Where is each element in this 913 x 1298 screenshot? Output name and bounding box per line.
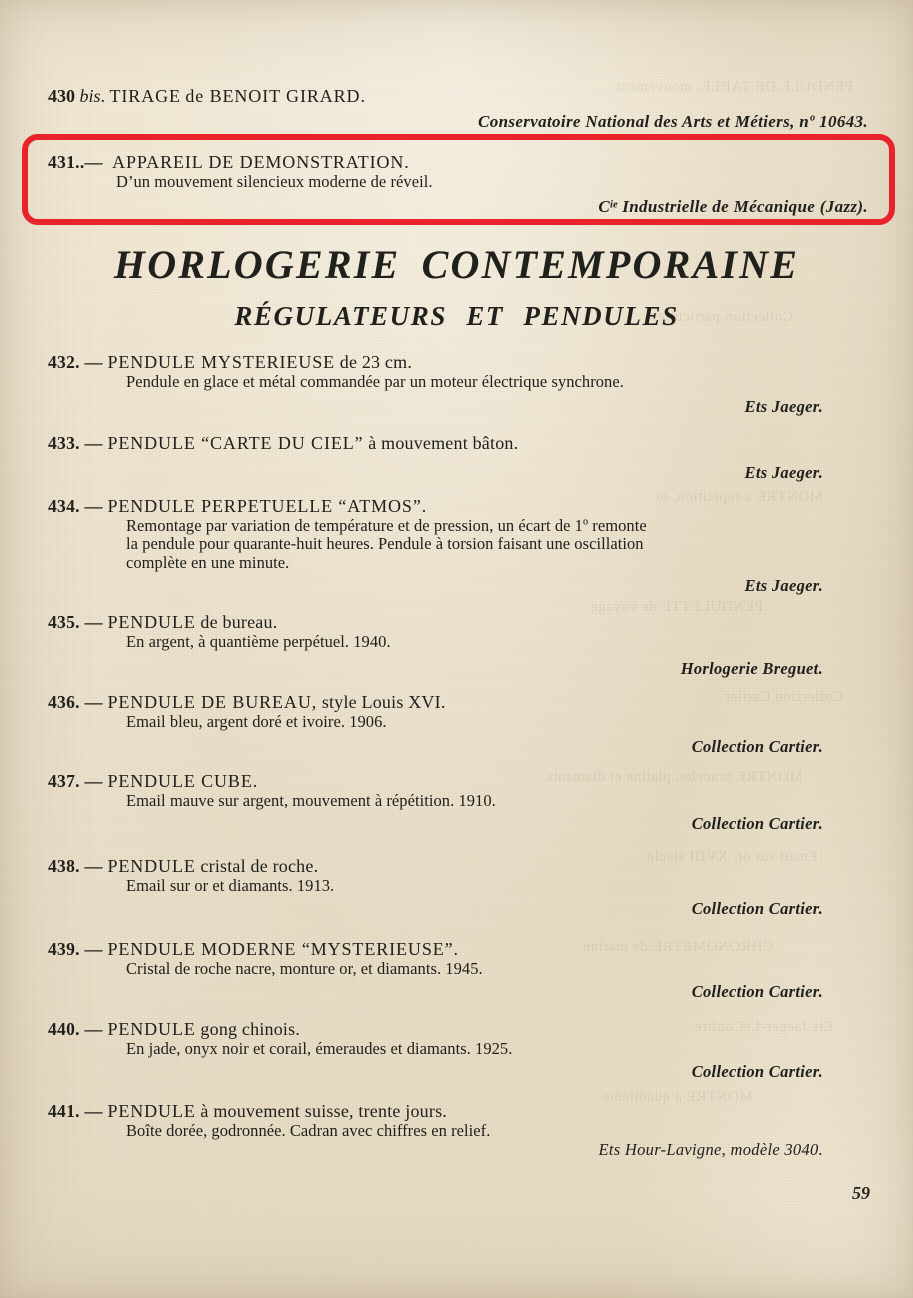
entry-row bbox=[48, 1101, 868, 1160]
entry-title-rest: à mouvement suisse, trente jours. bbox=[195, 1101, 447, 1121]
entry-row bbox=[48, 1019, 868, 1082]
entry-heading bbox=[48, 433, 868, 454]
entry-title: PENDULE PERPETUELLE “ATMOS”. bbox=[107, 496, 428, 516]
entry-attribution: Ets Jaeger. bbox=[744, 462, 823, 482]
entry-heading bbox=[48, 1101, 868, 1122]
entry-attribution: Horlogerie Breguet. bbox=[680, 659, 823, 679]
entry-attribution: Ets Jaeger. bbox=[744, 576, 823, 595]
entry-row bbox=[48, 352, 868, 417]
entry-heading bbox=[48, 771, 868, 792]
entry-title-rest: de bureau. bbox=[195, 612, 278, 632]
entry-dash: — bbox=[84, 496, 103, 516]
entry-title: PENDULE MODERNE “MYSTERIEUSE”. bbox=[107, 939, 459, 959]
entry-title: PENDULE bbox=[107, 1019, 196, 1039]
entry-description: En jade, onyx noir et corail, émeraudes et diamants. 1925. bbox=[126, 1038, 513, 1058]
section-subtitle: RÉGULATEURS ET PENDULES bbox=[234, 301, 679, 331]
entry-title: PENDULE “CARTE DU CIEL” bbox=[107, 433, 364, 453]
entry-dash: — bbox=[84, 1019, 103, 1039]
entry-heading bbox=[48, 496, 868, 517]
entry-number: 434. bbox=[48, 496, 80, 516]
entry-row bbox=[48, 612, 868, 679]
entry-dash: — bbox=[84, 1101, 103, 1121]
entry-description: En argent, à quantième perpétuel. 1940. bbox=[126, 631, 391, 651]
entry-title-rest: de 23 cm. bbox=[335, 352, 413, 372]
entry-description: Remontage par variation de température et de pression, un écart de 1º remonte bbox=[126, 515, 647, 535]
entry-430bis-punct: . bbox=[100, 86, 106, 106]
entry-heading bbox=[48, 612, 868, 633]
entry-attribution: Ets Hour-Lavigne, modèle 3040. bbox=[598, 1140, 823, 1160]
entry-description: Email bleu, argent doré et ivoire. 1906. bbox=[126, 711, 387, 731]
entry-heading bbox=[48, 1019, 868, 1040]
entry-attribution: Collection Cartier. bbox=[691, 899, 823, 919]
entry-431-number: 431.. bbox=[48, 152, 85, 172]
entry-title: PENDULE CUBE. bbox=[107, 771, 259, 791]
entry-number: 437. bbox=[48, 771, 80, 791]
entry-title-rest: cristal de roche. bbox=[195, 856, 319, 876]
entry-title-rest: gong chinois. bbox=[195, 1019, 301, 1039]
entry-row bbox=[48, 771, 868, 834]
entry-dash: — bbox=[84, 692, 103, 712]
entry-431-description: D’un mouvement silencieux moderne de réveil. bbox=[116, 171, 433, 191]
entry-title: PENDULE bbox=[107, 612, 196, 632]
entry-number: 441. bbox=[48, 1101, 80, 1121]
entry-430bis-heading bbox=[48, 86, 366, 107]
entry-attribution: Collection Cartier. bbox=[691, 814, 823, 834]
entry-431-dash: — bbox=[84, 152, 103, 172]
entry-number: 438. bbox=[48, 856, 80, 876]
entry-number: 439. bbox=[48, 939, 80, 959]
entry-dash: — bbox=[84, 771, 103, 791]
entry-title: PENDULE DE BUREAU, bbox=[107, 692, 318, 712]
entry-heading bbox=[48, 692, 868, 713]
entry-431 bbox=[48, 152, 868, 191]
entry-dash: — bbox=[84, 939, 103, 959]
entry-430bis-bis: bis bbox=[79, 86, 101, 106]
entry-heading bbox=[48, 939, 868, 960]
entry-dash: — bbox=[84, 433, 103, 453]
entry-number: 432. bbox=[48, 352, 80, 372]
entry-row bbox=[48, 856, 868, 919]
entry-heading bbox=[48, 856, 868, 877]
entry-dash: — bbox=[84, 856, 103, 876]
entry-number: 440. bbox=[48, 1019, 80, 1039]
entry-row bbox=[48, 496, 868, 596]
entry-title: PENDULE bbox=[107, 1101, 196, 1121]
entry-431-attribution bbox=[598, 197, 868, 217]
section-title: HORLOGERIE CONTEMPORAINE bbox=[113, 242, 800, 287]
entry-title-rest: à mouvement bâton. bbox=[363, 433, 519, 453]
entry-row bbox=[48, 939, 868, 1002]
entry-title: PENDULE MYSTERIEUSE bbox=[107, 352, 336, 372]
entry-431-attribution-superscript: ie bbox=[610, 199, 618, 211]
entry-430bis-attribution: Conservatoire National des Arts et Métiers, nº 10643. bbox=[478, 112, 868, 131]
entry-title-rest: style Louis XVI. bbox=[317, 692, 446, 712]
entry-attribution: Collection Cartier. bbox=[691, 737, 823, 757]
entry-431-attribution-prefix: C bbox=[598, 197, 611, 216]
entry-description-line3: complète en une minute. bbox=[126, 552, 290, 572]
entry-description: Boîte dorée, godronnée. Cadran avec chiffres en relief. bbox=[126, 1120, 491, 1140]
entry-attribution: Collection Cartier. bbox=[691, 982, 823, 1002]
entry-430bis-number: 430 bbox=[48, 86, 75, 106]
entry-row bbox=[48, 692, 868, 757]
entry-431-title: APPAREIL DE DEMONSTRATION. bbox=[112, 152, 410, 172]
bleed-through-texture: PENDULE DE TABLE, mouvement Collection particuliere MONTRE a repetition, or PENDULETTE de voyage Collection Cartier MONTRE bracelet, platine et diamants Email sur or, XVIII siecle CHRONOMETRE de marine Ets Jaeger-LeCoultre MONTRE a quantieme bbox=[546, 79, 853, 1105]
entry-attribution: Ets Jaeger. bbox=[744, 397, 823, 417]
page-number: 59 bbox=[852, 1183, 870, 1203]
entry-attribution: Collection Cartier. bbox=[691, 1062, 823, 1082]
entry-heading bbox=[48, 352, 868, 373]
entry-431-attribution-text: Industrielle de Mécanique (Jazz). bbox=[617, 197, 868, 216]
entry-description: Email sur or et diamants. 1913. bbox=[126, 875, 335, 895]
entry-description: Pendule en glace et métal commandée par un moteur électrique synchrone. bbox=[126, 371, 624, 391]
entry-dash: — bbox=[84, 612, 103, 632]
entry-description-line2: la pendule pour quarante-huit heures. Pendule à torsion faisant une oscillation bbox=[126, 534, 644, 554]
entry-430bis-title: TIRAGE bbox=[109, 86, 181, 106]
entry-number: 436. bbox=[48, 692, 80, 712]
entry-row bbox=[48, 433, 868, 483]
entry-title: PENDULE bbox=[107, 856, 196, 876]
entry-number: 435. bbox=[48, 612, 80, 632]
entry-number: 433. bbox=[48, 433, 80, 453]
entry-description: Cristal de roche nacre, monture or, et diamants. 1945. bbox=[126, 958, 483, 978]
entry-description: Email mauve sur argent, mouvement à répétition. 1910. bbox=[126, 790, 496, 810]
entry-dash: — bbox=[84, 352, 103, 372]
entry-431-heading bbox=[48, 152, 868, 173]
entry-430bis-rest: de BENOIT GIRARD. bbox=[185, 86, 366, 106]
